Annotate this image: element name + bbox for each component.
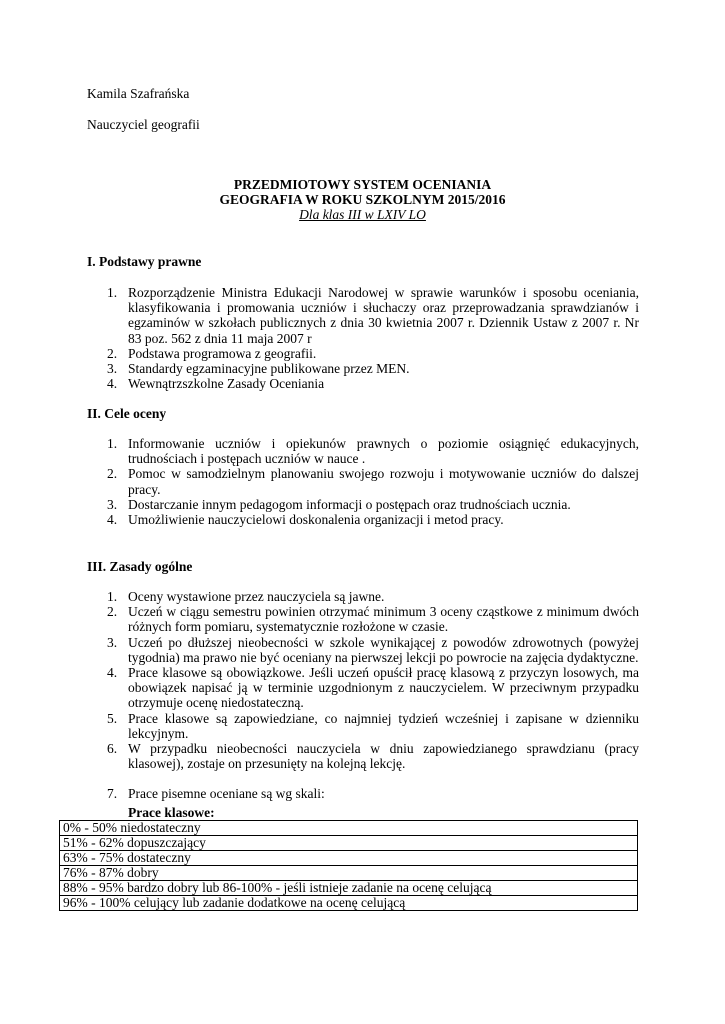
list-item: 4. Umożliwienie nauczycielowi doskonalenia organizacji i metod pracy.: [107, 512, 504, 528]
author-role: Nauczyciel geografii: [87, 117, 200, 132]
section-heading-cele: II. Cele oceny: [87, 406, 167, 421]
list-item: 2. Uczeń w ciągu semestru powinien otrzymać minimum 3 oceny cząstkowe z minimum dwóch różnych form pomiaru, systematycznie rozłożone w czasie.: [107, 604, 639, 635]
title-subtitle: Dla klas III w LXIV LO: [299, 207, 426, 222]
list-item: 3. Standardy egzaminacyjne publikowane przez MEN.: [107, 361, 410, 377]
table-cell: 0% - 50% niedostateczny: [60, 821, 638, 836]
list-item: 7. Prace pisemne oceniane są wg skali:: [107, 786, 325, 802]
list-item: 5. Prace klasowe są zapowiedziane, co najmniej tydzień wcześniej i zapisane w dzienniku lekcyjnym.: [107, 710, 639, 741]
document-title: [0, 177, 725, 222]
list-item: 2. Podstawa programowa z geografii.: [107, 345, 317, 361]
table-row: [60, 821, 638, 836]
table-cell: 63% - 75% dostateczny: [60, 851, 638, 866]
section-heading-zasady: III. Zasady ogólne: [87, 559, 193, 574]
section-heading-podstawy: I. Podstawy prawne: [87, 254, 202, 269]
list-item: 4. Prace klasowe są obowiązkowe. Jeśli uczeń opuścił pracę klasową z przyczyn losowych, ma obowiązek napisać ją w terminie uzgodnionym z nauczycielem. W przeciwnym przypadku otrzymuje ocenę niedostateczną.: [107, 665, 639, 711]
list-item: 1. Rozporządzenie Ministra Edukacji Narodowej w sprawie warunków i sposobu oceniania, klasyfikowania i promowania uczniów i słuchaczy oraz przeprowadzania sprawdzianów i egzaminów w szkołach publicznych z dnia 30 kwietnia 2007 r. Dziennik Ustaw z 2007 r. Nr 83 poz. 562 z dnia 11 maja 2007 r: [107, 285, 639, 346]
table-cell: 76% - 87% dobry: [60, 866, 638, 881]
table-cell: 51% - 62% dopuszczający: [60, 836, 638, 851]
title-line-2: GEOGRAFIA W ROKU SZKOLNYM 2015/2016: [219, 192, 506, 207]
grades-table-caption: Prace klasowe:: [128, 805, 215, 820]
title-line-1: PRZEDMIOTOWY SYSTEM OCENIANIA: [233, 177, 492, 192]
table-row: [60, 881, 638, 896]
section-list-cele: [87, 436, 639, 527]
author-name: Kamila Szafrańska: [87, 86, 190, 101]
list-item: 1. Informowanie uczniów i opiekunów prawnych o poziomie osiągnięć edukacyjnych, trudnościach i postępach uczniów w nauce .: [107, 436, 639, 467]
grades-table: [59, 820, 638, 911]
table-row: [60, 866, 638, 881]
list-item: 4. Wewnątrzszkolne Zasady Oceniania: [107, 376, 325, 392]
table-row: [60, 896, 638, 911]
section-list-podstawy: [87, 285, 639, 391]
table-cell: 96% - 100% celujący lub zadanie dodatkowe na ocenę celującą: [60, 896, 638, 911]
table-cell: 88% - 95% bardzo dobry lub 86-100% - jeśli istnieje zadanie na ocenę celującą: [60, 881, 638, 896]
table-row: [60, 851, 638, 866]
list-item: 3. Dostarczanie innym pedagogom informacji o postępach oraz trudnościach ucznia.: [107, 496, 571, 512]
section-list-zasady: [87, 589, 639, 802]
list-item: 3. Uczeń po dłuższej nieobecności w szkole wynikającej z powodów zdrowotnych (powyżej tygodnia) ma prawo nie być oceniany na pierwszej lekcji po powrocie na zajęcia dydaktyczne.: [107, 634, 639, 665]
list-item: 6. W przypadku nieobecności nauczyciela w dniu zapowiedzianego sprawdzianu (pracy klasowej), zostaje on przesunięty na kolejną lekcję.: [107, 741, 639, 772]
list-item: 2. Pomoc w samodzielnym planowaniu swojego rozwoju i motywowanie uczniów do dalszej pracy.: [107, 466, 639, 497]
list-item: 1. Oceny wystawione przez nauczyciela są jawne.: [107, 589, 385, 604]
table-row: [60, 836, 638, 851]
